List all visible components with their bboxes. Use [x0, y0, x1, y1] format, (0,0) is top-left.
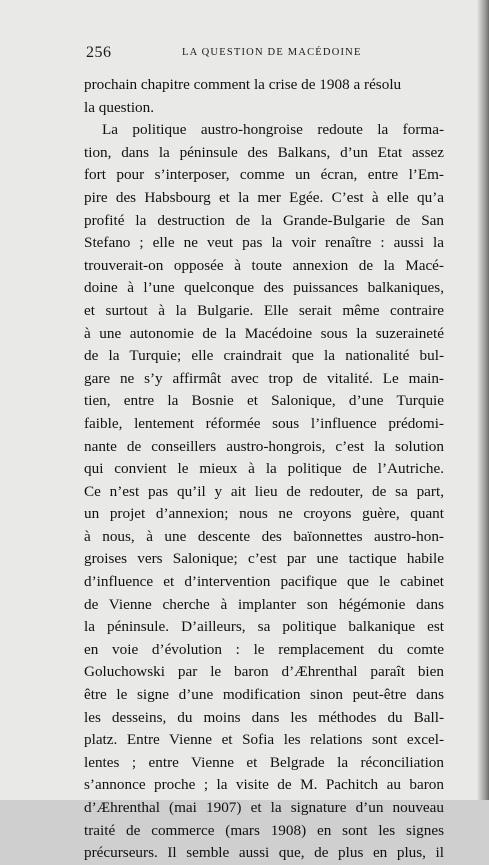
text-line: de la Turquie; elle craindrait que la nationalité bul- — [84, 347, 444, 365]
text-line: Stefano ; elle ne veut pas la voir renaître : aussi la — [84, 234, 444, 252]
text-line: la question. — [84, 98, 155, 116]
text-line: d’influence et d’intervention pacifique que le cabinet — [84, 573, 444, 591]
text-line: d’Æhrenthal (mai 1907) et la signature d’un nouveau — [84, 799, 444, 816]
text-line: en voie d’évolution : le remplacement du comte — [84, 640, 444, 658]
page-number: 256 — [86, 44, 112, 61]
text-line: prochain chapitre comment la crise de 1908 a résolu — [84, 76, 402, 93]
text-line: platz. Entre Vienne et Sofia les relations sont excel- — [84, 731, 444, 749]
text-line: La politique austro-hongroise redoute la forma- — [102, 121, 444, 139]
text-line: Goluchowski par le baron d’Æhrenthal paraît bien — [84, 663, 444, 681]
text-line: lentes ; entre Vienne et Belgrade la réconciliation — [84, 753, 444, 771]
text-line: faible, lentement réformée sous l’influence prédomi- — [84, 414, 444, 432]
page-edge-shadow — [477, 0, 489, 800]
running-head: LA QUESTION DE MACÉDOINE — [182, 47, 362, 58]
text-line: fort pour s’interposer, comme un écran, entre l’Em- — [84, 166, 444, 184]
text-line: qui convient le mieux à la politique de l’Autriche. — [84, 460, 444, 478]
text-line: un projet d’annexion; nous ne croyons guère, quant — [84, 505, 444, 523]
text-line: à une autonomie de la Macédoine sous la suzeraineté — [84, 324, 444, 342]
text-line: de Vienne cherche à implanter son hégémonie dans — [84, 595, 444, 613]
text-line: trouverait-on opposée à toute annexion de la Macé- — [84, 256, 444, 274]
page-header — [86, 44, 444, 64]
text-line: être le signe d’une modification sinon peut-être dans — [84, 686, 444, 704]
text-line: tien, entre la Bosnie et Salonique, d’une Turquie — [84, 392, 444, 410]
text-line: à nous, à une descente des baïonnettes austro-hon- — [84, 527, 444, 545]
text-line: Ce n’est pas qu’il y ait lieu de redouter, de sa part, — [84, 482, 444, 500]
body-text — [84, 74, 444, 865]
text-line: doine à l’une quelconque des puissances balkaniques, — [84, 279, 444, 297]
text-line: s’annonce proche ; la visite de M. Pachitch au baron — [84, 776, 444, 794]
text-line: gare ne s’y affirmât avec trop de vitalité. Le main- — [84, 369, 444, 387]
text-line: traité de commerce (mars 1908) en sont les signes — [84, 821, 444, 839]
text-line: les desseins, du moins dans les méthodes du Ball- — [84, 708, 444, 726]
text-line: nante de conseillers austro-hongrois, c’est la solution — [84, 437, 444, 455]
text-line: profité la destruction de la Grande-Bulgarie de San — [84, 211, 444, 229]
text-line: la péninsule. D’ailleurs, sa politique balkanique est — [84, 618, 444, 636]
text-line: précurseurs. Il semble aussi que, de plus en plus, il — [84, 844, 444, 862]
text-line: et surtout à la Bulgarie. Elle serait même contraire — [84, 301, 444, 319]
text-line: groises vers Salonique; c’est par une tactique habile — [84, 550, 444, 568]
text-line: pire des Habsbourg et la mer Egée. C’est à elle qu’a — [84, 188, 444, 206]
text-line: tion, dans la péninsule des Balkans, d’un Etat assez — [84, 143, 444, 161]
